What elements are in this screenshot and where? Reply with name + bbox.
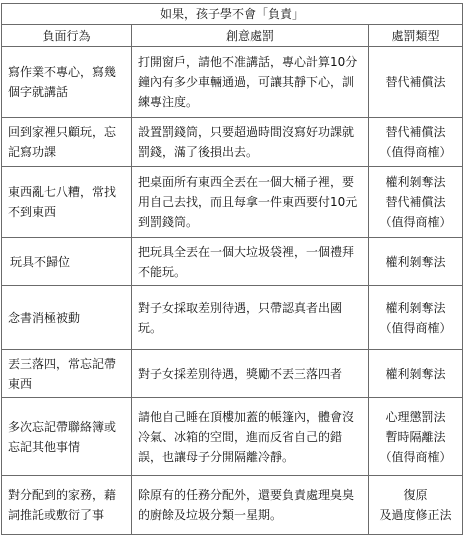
penalty-cell: 把玩具全丟在一個大垃圾袋裡，一個禮拜不能玩。 <box>132 238 369 286</box>
behavior-penalty-table <box>1 3 463 535</box>
table-row <box>2 286 463 350</box>
table-row <box>2 350 463 398</box>
type-cell: 權利剝奪法 替代補償法 （值得商榷） <box>369 167 463 238</box>
behavior-cell: 多次忘記帶聯絡簿或忘記其他事情 <box>2 398 132 476</box>
table-row <box>2 238 463 286</box>
penalty-cell: 對子女採取差別待遇，只帶認真者出國玩。 <box>132 286 369 350</box>
type-cell: 權利剝奪法 <box>369 238 463 286</box>
type-cell: 替代補償法 （值得商榷） <box>369 118 463 167</box>
behavior-cell: 寫作業不專心，寫幾個字就講話 <box>2 47 132 118</box>
penalty-cell: 設置罰錢筒，只要超過時間沒寫好功課就罰錢，滿了後損出去。 <box>132 118 369 167</box>
table-row <box>2 118 463 167</box>
behavior-cell: 玩具不歸位 <box>2 238 132 286</box>
penalty-cell: 對子女採差別待遇，獎勵不丟三落四者 <box>132 350 369 398</box>
header-type: 處罰類型 <box>369 25 463 47</box>
table-row <box>2 476 463 535</box>
behavior-cell: 回到家裡只顧玩，忘記寫功課 <box>2 118 132 167</box>
header-penalty: 創意處罰 <box>132 25 369 47</box>
type-cell: 權利剝奪法 <box>369 350 463 398</box>
type-cell: 替代補償法 <box>369 47 463 118</box>
table-title-row <box>2 4 463 25</box>
table-row <box>2 167 463 238</box>
table-title: 如果，孩子學不會「負責」 <box>2 4 463 25</box>
penalty-cell: 請他自己睡在頂樓加蓋的帳篷內，體會沒冷氣、冰箱的空間，進而反省自己的錯誤，也讓母子分開隔離冷靜。 <box>132 398 369 476</box>
table-row <box>2 398 463 476</box>
table-row <box>2 47 463 118</box>
penalty-cell: 打開窗戶，請他不准講話，專心計算10分鐘內有多少車輛通過，可讓其靜下心，訓練專注度。 <box>132 47 369 118</box>
type-cell: 權利剝奪法 （值得商榷） <box>369 286 463 350</box>
table-header-row <box>2 25 463 47</box>
header-behavior: 負面行為 <box>2 25 132 47</box>
penalty-cell: 除原有的任務分配外，還要負責處理臭臭的廚餘及垃圾分類一星期。 <box>132 476 369 535</box>
type-cell: 復原 及過度修正法 <box>369 476 463 535</box>
penalty-cell: 把桌面所有東西全丟在一個大桶子裡，要用自己去找，而且每拿一件東西要付10元到罰錢筒。 <box>132 167 369 238</box>
behavior-cell: 念書消極被動 <box>2 286 132 350</box>
behavior-cell: 對分配到的家務，藉詞推託或敷衍了事 <box>2 476 132 535</box>
behavior-cell: 丟三落四，常忘記帶東西 <box>2 350 132 398</box>
type-cell: 心理懲罰法 暫時隔離法 （值得商榷） <box>369 398 463 476</box>
behavior-cell: 東西亂七八糟，常找不到東西 <box>2 167 132 238</box>
